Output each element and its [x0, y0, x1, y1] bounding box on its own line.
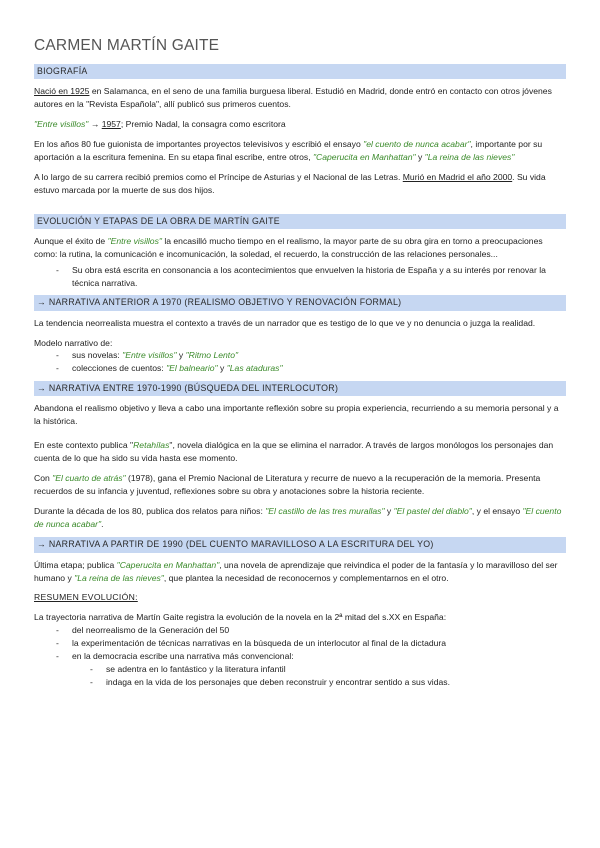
evolucion-paragraph-1: Aunque el éxito de "Entre visillos" la encasilló mucho tiempo en el realismo, la mayor parte de su obra gira en torno a preocupaciones como: la rutina, la comunicación e incomunicación, la soledad, el recuerdo, la construcción de las relaciones personales... — [34, 235, 543, 259]
work-title: "el cuento de nunca acabar" — [363, 139, 471, 150]
list-item: - se adentra en lo fantástico y la literatura infantil — [34, 663, 566, 676]
bio-paragraph-2: "Entre visillos" → 1957; Premio Nadal, la consagra como escritora — [34, 119, 286, 130]
section-heading-narrativa-1970-1990: → NARRATIVA ENTRE 1970-1990 (BÚSQUEDA DEL INTERLOCUTOR) — [34, 381, 566, 396]
narrativa7090-paragraph-3: Con "El cuarto de atrás" (1978), gana el Premio Nacional de Literatura y recurre de nuevo a la recuperación de la memoria. Presenta recuerdos de su infancia y juventud, reflexiones sobre su obra y anotaciones sobre la historia reciente. — [34, 472, 541, 496]
list-item: - colecciones de cuentos: "El balneario" y "Las ataduras" — [34, 362, 566, 375]
narrativa1990-paragraph-1: Última etapa; publica "Caperucita en Manhattan", una novela de aprendizaje que reivindica el poder de la fantasía y lo maravilloso del ser humano y "La reina de las nieves", que plantea la necesidad de reconocernos y complementarnos en el otro. — [34, 559, 558, 583]
bio-paragraph-4: A lo largo de su carrera recibió premios como el Príncipe de Asturias y el Nacional de las Letras. Murió en Madrid el año 2000. Su vida estuvo marcada por la muerte de sus dos hijos. — [34, 171, 546, 195]
list-item: - Su obra está escrita en consonancia a los acontecimientos que envuelven la historia de España y a su interés por renovar la técnica narrativa. — [34, 264, 566, 290]
resumen-intro: La trayectoria narrativa de Martín Gaite registra la evolución de la novela en la 2ª mitad del s.XX en España: — [34, 612, 447, 623]
work-title: "Entre visillos" — [34, 119, 89, 130]
work-title: "Caperucita en Manhattan" — [312, 152, 416, 162]
section-heading-narrativa-1990: → NARRATIVA A PARTIR DE 1990 (DEL CUENTO MARAVILLOSO A LA ESCRITURA DEL YO) — [34, 537, 566, 552]
resumen-heading: RESUMEN EVOLUCIÓN: — [34, 592, 138, 603]
narrativa7090-paragraph-2: En este contexto publica "Retahílas", novela dialógica en la que se elimina el narrador. A través de largos monólogos los personajes dan cuenta de lo que ha sido su vida hasta ese momento. — [34, 440, 554, 464]
bio-paragraph-3: En los años 80 fue guionista de importantes proyectos televisivos y escribió el ensayo "el cuento de nunca acabar", importante por su aportación a la escritura femenina. En su etapa final escribe, entre otros, "Caperucita en Manhattan" y "La reina de las nieves" — [34, 139, 543, 162]
modelo-label: Modelo narrativo de: — [34, 337, 113, 348]
list-item: - en la democracia escribe una narrativa más convencional: — [34, 650, 566, 663]
section-heading-biografia: BIOGRAFÍA — [34, 64, 566, 79]
modelo-list — [34, 349, 566, 375]
list-item: - la experimentación de técnicas narrativas en la búsqueda de un interlocutor al final de la dictadura — [34, 637, 566, 650]
list-item: - del neorrealismo de la Generación del 50 — [34, 624, 566, 637]
bio-paragraph-1: Nació en 1925 en Salamanca, en el seno de una familia burguesa liberal. Estudió en Madrid, donde entró en contacto con otros jóvenes autores en la "Revista Española", allí publicó sus primeros cuentos. — [34, 86, 552, 110]
work-title: "Entre visillos" — [107, 235, 162, 246]
evolucion-list — [34, 264, 566, 290]
narrativa1970-paragraph-1: La tendencia neorrealista muestra el contexto a través de un narrador que es testigo de lo que ve y no denuncia o juzga la realidad. — [34, 317, 536, 328]
section-heading-evolucion: EVOLUCIÓN Y ETAPAS DE LA OBRA DE MARTÍN GAITE — [34, 214, 566, 229]
narrativa7090-paragraph-4: Durante la década de los 80, publica dos relatos para niños: "El castillo de las tres murallas" y "El pastel del diablo", y el ensayo "El cuento de nunca acabar". — [34, 505, 562, 529]
list-item: - indaga en la vida de los personajes que deben reconstruir y encontrar sentido a sus vidas. — [34, 676, 566, 689]
bio-birth: Nació en 1925 — [34, 86, 90, 97]
narrativa7090-paragraph-1: Abandona el realismo objetivo y lleva a cabo una importante reflexión sobre su propia experiencia, recurriendo a su memoria personal y a la histórica. — [34, 403, 559, 427]
document-title: CARMEN MARTÍN GAITE — [34, 37, 220, 54]
work-title: "La reina de las nieves" — [424, 152, 515, 162]
resumen-sublist — [34, 663, 566, 689]
section-heading-narrativa-1970: → NARRATIVA ANTERIOR A 1970 (REALISMO OBJETIVO Y RENOVACIÓN FORMAL) — [34, 295, 566, 310]
resumen-list — [34, 624, 566, 663]
list-item: - sus novelas: "Entre visillos" y "Ritmo Lento" — [34, 349, 566, 362]
